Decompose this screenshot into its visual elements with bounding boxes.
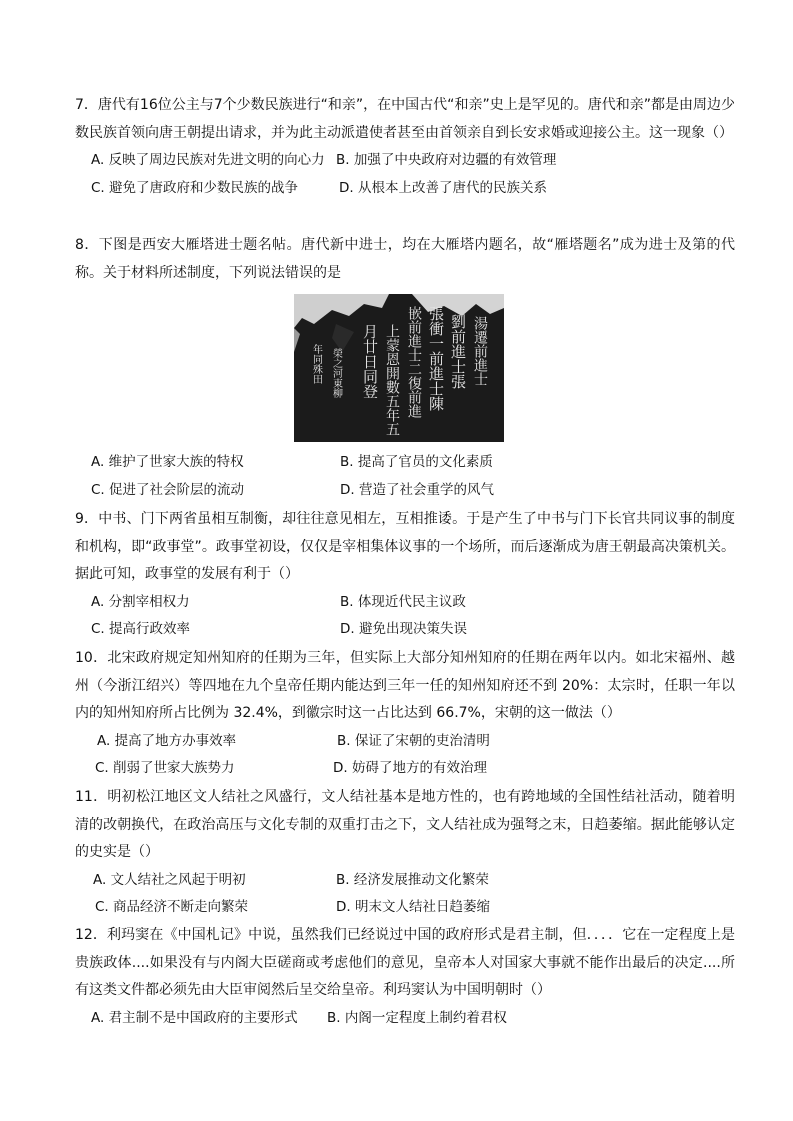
- option-a[interactable]: A. 分割宰相权力: [91, 593, 190, 610]
- option-c[interactable]: C. 促进了社会阶层的流动: [91, 481, 245, 498]
- options-row: [75, 894, 735, 922]
- option-d[interactable]: D. 妨碍了地方的有效治理: [333, 760, 487, 776]
- stele-rubbing-image: [294, 294, 504, 442]
- question-11: [75, 784, 735, 922]
- inscription-column: 湯遷前進士: [472, 316, 488, 386]
- question-text: 7．唐代有16位公主与7个少数民族进行“和亲”，在中国古代“和亲”史上是罕见的。唐代和亲”都是由周边少数民族首领向唐王朝提出请求，并为此主动派遣使者甚至由首领亲自到长安求婚或迎接公主。这一现象（）: [75, 97, 735, 141]
- question-text: 8．下图是西安大雁塔进士题名帖。唐代新中进士，均在大雁塔内题名，故“雁塔题名”成为进士及第的代称。关于材料所述制度，下列说法错误的是: [75, 237, 735, 281]
- option-b[interactable]: B. 经济发展推动文化繁荣: [336, 871, 489, 888]
- inscription-column: 劉前進士張: [449, 314, 467, 389]
- options-row: [75, 867, 735, 895]
- options-row: [75, 175, 735, 203]
- options-row: [75, 1005, 735, 1033]
- question-text: 12．利玛窦在《中国札记》中说，虽然我们已经说过中国的政府形式是君主制，但．．．．它在一定程度上是贵族政体....如果没有与内阁大臣磋商或考虑他们的意见，皇帝本人对国家大事就不能作出最后的决定....所有这类文件都必须先由大臣审阅然后呈交给皇帝。利玛窦认为中国明朝时（）: [75, 927, 735, 998]
- options-row: [75, 449, 735, 477]
- option-a[interactable]: A. 反映了周边民族对先进文明的向心力: [91, 152, 325, 168]
- question-10: [75, 645, 735, 783]
- inscription-column: 張衝一前進士陳: [427, 306, 445, 411]
- option-b[interactable]: B. 体现近代民主议政: [340, 593, 466, 610]
- option-c[interactable]: C. 商品经济不断走向繁荣: [95, 899, 249, 915]
- option-c[interactable]: C. 避免了唐政府和少数民族的战争: [91, 179, 299, 196]
- option-a[interactable]: A. 维护了世家大族的特权: [91, 454, 244, 470]
- question-9: [75, 506, 735, 644]
- options-row: [75, 728, 735, 756]
- question-12: [75, 922, 735, 1032]
- option-d[interactable]: D. 从根本上改善了唐代的民族关系: [339, 179, 547, 196]
- option-b[interactable]: B. 提高了官员的文化素质: [340, 454, 493, 470]
- option-d[interactable]: D. 避免出现决策失误: [340, 621, 467, 637]
- options-row: [75, 616, 735, 644]
- inscription-column: 月廿日同登: [361, 324, 379, 399]
- question-8-options: [75, 449, 735, 504]
- option-c[interactable]: C. 提高行政效率: [91, 621, 191, 637]
- question-text: 10．北宋政府规定知州知府的任期为三年，但实际上大部分知州知府的任期在两年以内。如北宋福州、越州（今浙江绍兴）等四地在九个皇帝任期内能达到三年一任的知州知府还不到 20%：太宗时，任职一年以内的知州知府所占比例为 32.4%，到徽宗时这一占比达到 66.7%，宋朝的这一做法（）: [75, 650, 735, 721]
- options-row: [75, 589, 735, 617]
- options-row: [75, 755, 735, 783]
- option-b[interactable]: B. 加强了中央政府对边疆的有效管理: [336, 152, 557, 168]
- option-d[interactable]: D. 营造了社会重学的风气: [340, 481, 494, 498]
- option-a[interactable]: A. 提高了地方办事效率: [97, 732, 237, 749]
- options-row: [75, 477, 735, 505]
- inscription-column: 榮之河東柳: [330, 348, 342, 398]
- inscription-column: 嵌前進士二復前進: [406, 306, 422, 418]
- inscription-column: 年同殊田: [310, 344, 322, 384]
- stele-rubbing-drawing: [294, 294, 504, 442]
- question-7: [75, 92, 735, 202]
- question-8: [75, 232, 735, 287]
- option-b[interactable]: B. 保证了宋朝的吏治清明: [337, 732, 490, 749]
- option-a[interactable]: A. 文人结社之风起于明初: [93, 871, 246, 888]
- option-c[interactable]: C. 削弱了世家大族势力: [95, 760, 235, 776]
- question-text: 11．明初松江地区文人结社之风盛行，文人结社基本是地方性的，也有跨地域的全国性结社活动，随着明清的改朝换代，在政治高压与文化专制的双重打击之下，文人结社成为强弩之末，日趋萎缩。据此能够认定的史实是（）: [75, 789, 735, 860]
- option-b[interactable]: B. 内阁一定程度上制约着君权: [327, 1009, 507, 1026]
- question-text: 9．中书、门下两省虽相互制衡，却往往意见相左，互相推诿。于是产生了中书与门下长官共同议事的制度和机构，即“政事堂”。政事堂初设，仅仅是宰相集体议事的一个场所，而后逐渐成为唐王朝最高决策机关。据此可知，政事堂的发展有利于（）: [75, 511, 735, 582]
- inscription-column: 上蒙恩開數五年五: [384, 324, 400, 436]
- options-row: [75, 147, 735, 175]
- option-a[interactable]: A. 君主制不是中国政府的主要形式: [91, 1009, 298, 1026]
- option-d[interactable]: D. 明末文人结社日趋萎缩: [336, 899, 490, 915]
